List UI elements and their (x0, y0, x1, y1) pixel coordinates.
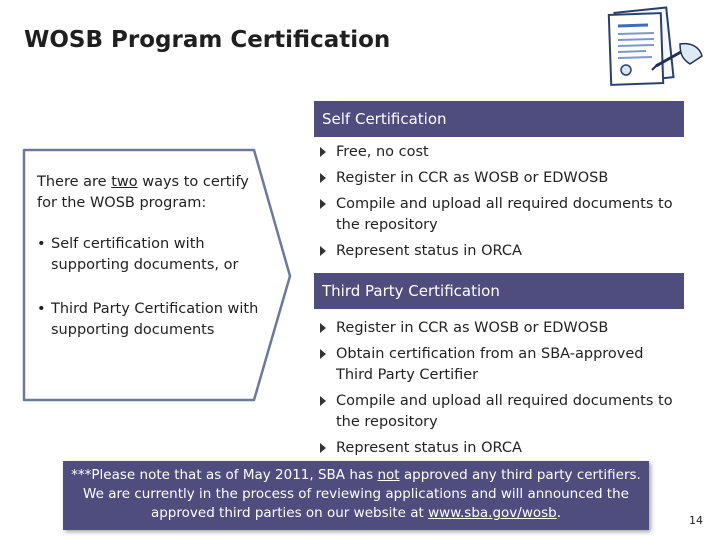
intro-text: There are two ways to certify for the WOSB program: (37, 174, 249, 211)
two-emphasis: two (111, 174, 138, 190)
triangle-bullet-icon (320, 396, 326, 406)
self-certification-header: Self Certification (314, 101, 684, 137)
list-item: • Self certification with supporting documents, or (37, 234, 273, 276)
intro-panel (37, 172, 273, 364)
page-title: WOSB Program Certification (24, 27, 391, 53)
third-party-certification-header: Third Party Certification (314, 273, 684, 309)
certificate-signing-icon (596, 4, 706, 96)
certification-options-list (37, 234, 273, 341)
list-item: Compile and upload all required documents to the repository (316, 194, 676, 236)
list-item: • Third Party Certification with supporting documents (37, 299, 273, 341)
triangle-bullet-icon (320, 443, 326, 453)
list-item: Register in CCR as WOSB or EDWOSB (316, 318, 676, 339)
triangle-bullet-icon (320, 199, 326, 209)
page-number: 14 (689, 514, 703, 527)
list-item: Register in CCR as WOSB or EDWOSB (316, 168, 676, 189)
list-item: Represent status in ORCA (316, 438, 676, 459)
list-item: Compile and upload all required documents to the repository (316, 391, 676, 433)
triangle-bullet-icon (320, 173, 326, 183)
triangle-bullet-icon (320, 349, 326, 359)
list-item: Represent status in ORCA (316, 241, 676, 262)
third-party-certification-list (316, 318, 676, 464)
list-item: Obtain certification from an SBA-approved Third Party Certifier (316, 344, 676, 386)
triangle-bullet-icon (320, 246, 326, 256)
not-emphasis: not (377, 467, 400, 483)
triangle-bullet-icon (320, 323, 326, 333)
third-party-notice: ***Please note that as of May 2011, SBA has not approved any third party certifiers. We are currently in the process of reviewing applications and will announced the approved third parties on our website at www.sba.gov/wosb. (63, 461, 649, 530)
sba-wosb-link[interactable]: www.sba.gov/wosb (428, 505, 557, 521)
triangle-bullet-icon (320, 147, 326, 157)
self-certification-list (316, 142, 676, 267)
list-item: Free, no cost (316, 142, 676, 163)
